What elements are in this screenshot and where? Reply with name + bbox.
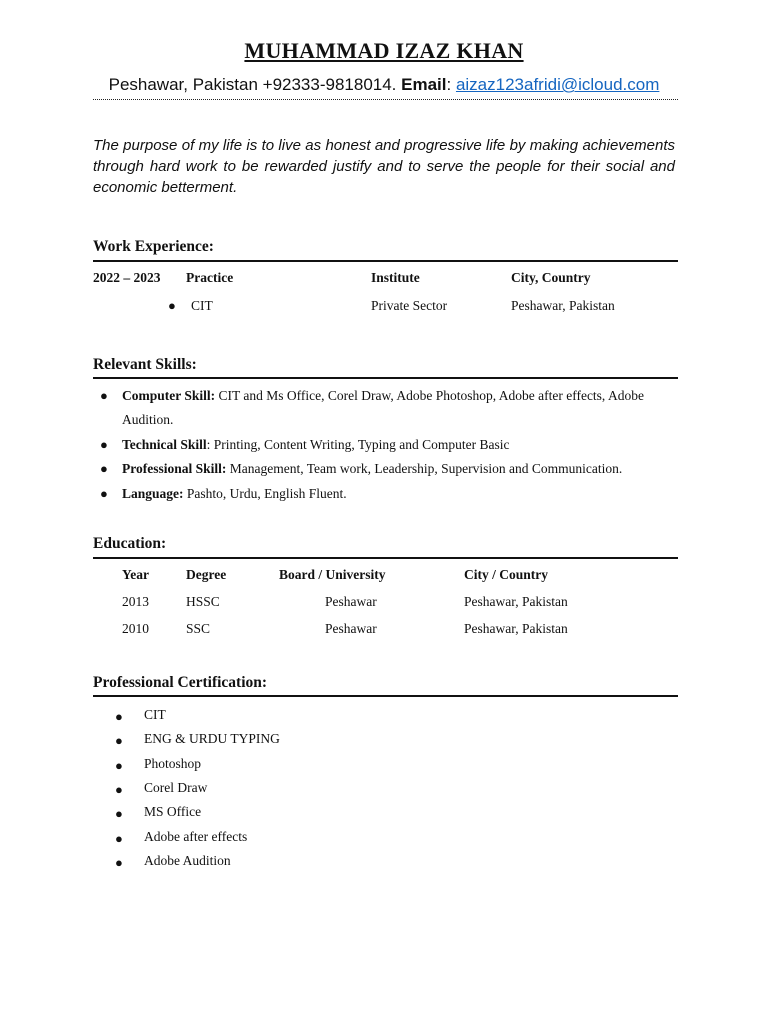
bullet-icon: ● (115, 733, 123, 748)
bullet-icon: ● (100, 437, 108, 452)
cert-item: Photoshop (144, 756, 202, 771)
skill-text: CIT and Ms Office, Corel Draw, Adobe Photoshop, Adobe after effects, Adobe Audition. (122, 388, 644, 427)
bullet-icon: ● (115, 855, 123, 870)
section-title-certification: Professional Certification: (93, 674, 268, 691)
header-divider (93, 99, 678, 100)
edu-header-degree: Degree (186, 567, 227, 582)
contact-line (0, 75, 768, 95)
bullet-icon: ● (100, 461, 108, 476)
work-header-practice: Practice (186, 270, 234, 285)
skill-item-language (122, 482, 678, 506)
edu-board: Peshawar (325, 594, 377, 609)
cert-item: MS Office (144, 804, 202, 819)
edu-city: Peshawar, Pakistan (464, 594, 568, 609)
skill-text: Pashto, Urdu, English Fluent. (183, 486, 347, 501)
skill-label: Technical Skill (122, 437, 207, 452)
section-rule (93, 377, 678, 379)
edu-header-city: City / Country (464, 567, 548, 582)
cert-item: Adobe Audition (144, 853, 231, 868)
bullet-icon: ● (168, 298, 176, 313)
work-institute: Private Sector (371, 298, 448, 313)
skill-label: Language: (122, 486, 184, 501)
bullet-icon: ● (115, 758, 123, 773)
skill-item-computer (122, 384, 678, 432)
work-header-city: City, Country (511, 270, 591, 285)
bullet-icon: ● (115, 831, 123, 846)
skill-item-technical (122, 433, 678, 457)
cert-item: CIT (144, 707, 166, 722)
section-rule (93, 695, 678, 697)
edu-header-year: Year (122, 567, 149, 582)
section-title-work-experience: Work Experience: (93, 238, 214, 255)
cert-item: Corel Draw (144, 780, 208, 795)
objective-paragraph: The purpose of my life is to live as honest and progressive life by making achievements through hard work to be rewarded justify and to serve the people for their social and economic betterment. (93, 137, 675, 196)
email-separator: : (446, 75, 456, 94)
resume-name: MUHAMMAD IZAZ KHAN (244, 38, 524, 63)
bullet-icon: ● (115, 806, 123, 821)
edu-city: Peshawar, Pakistan (464, 621, 568, 636)
section-title-education: Education: (93, 535, 167, 552)
cert-item: ENG & URDU TYPING (144, 731, 280, 746)
work-header-institute: Institute (371, 270, 420, 285)
cert-item: Adobe after effects (144, 829, 248, 844)
section-rule (93, 557, 678, 559)
skill-text: : Printing, Content Writing, Typing and Computer Basic (206, 437, 510, 452)
skill-item-professional (122, 457, 678, 481)
edu-board: Peshawar (325, 621, 377, 636)
edu-degree: HSSC (186, 594, 220, 609)
edu-degree: SSC (186, 621, 211, 636)
skill-text: Management, Team work, Leadership, Supervision and Communication. (226, 461, 623, 476)
contact-address-phone: Peshawar, Pakistan +92333-9818014. (108, 75, 402, 94)
edu-header-board: Board / University (279, 567, 386, 582)
section-title-relevant-skills: Relevant Skills: (93, 356, 197, 373)
bullet-icon: ● (100, 388, 108, 403)
skill-label: Professional Skill: (122, 461, 227, 476)
work-city: Peshawar, Pakistan (511, 298, 615, 313)
email-link[interactable]: aizaz123afridi@icloud.com (455, 75, 660, 94)
email-label: Email (401, 75, 447, 94)
work-period: 2022 – 2023 (93, 270, 161, 285)
bullet-icon: ● (100, 486, 108, 501)
bullet-icon: ● (115, 709, 123, 724)
bullet-icon: ● (115, 782, 123, 797)
work-practice: CIT (191, 298, 213, 313)
skill-label: Computer Skill: (122, 388, 216, 403)
edu-year: 2013 (122, 594, 149, 609)
section-rule (93, 260, 678, 262)
edu-year: 2010 (122, 621, 149, 636)
